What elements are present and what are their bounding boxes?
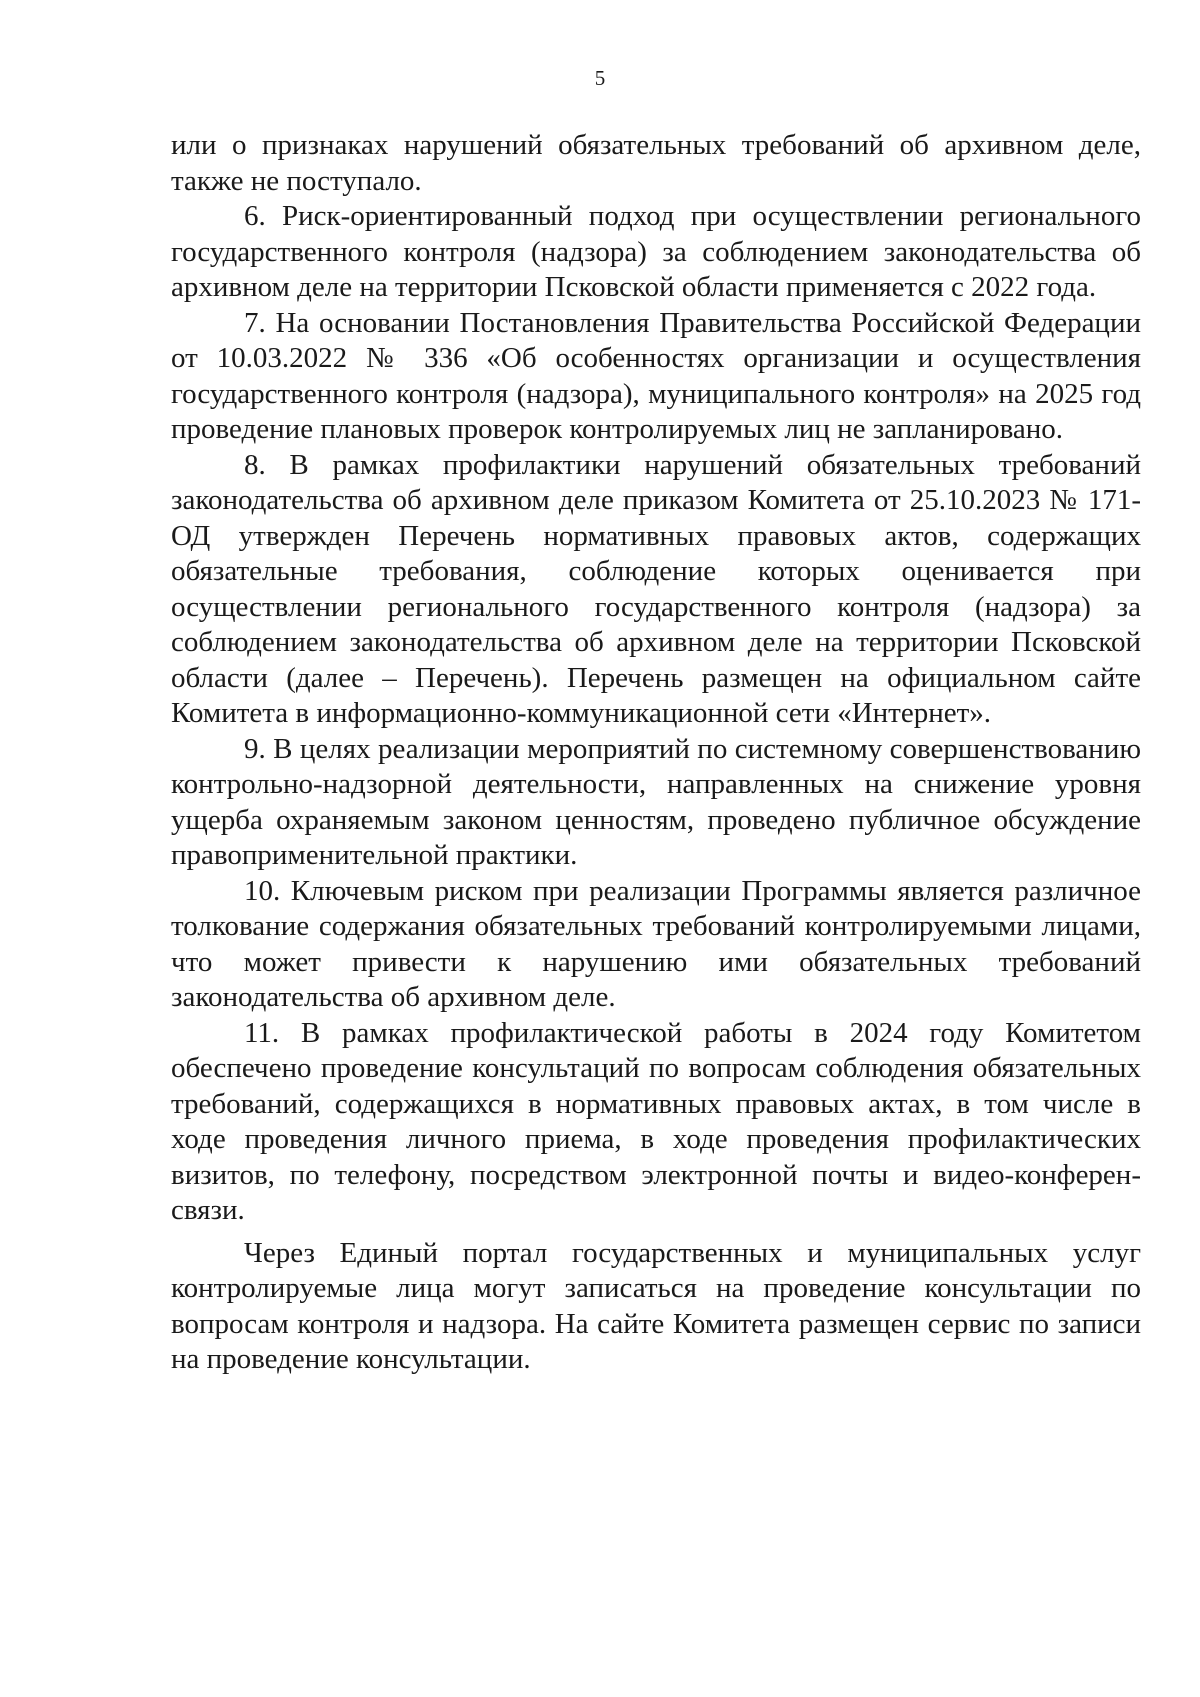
paragraph-11: 11. В рамках профилактической работы в 2024 году Комитетом обеспечено проведение консультаций по вопросам соблюдения обязательных требований, содержащихся в нормативных правовых актах, в том числе в ходе проведения личного приема, в ходе проведения профилактических визитов, по телефону, посредством электронной почты и видео-конферен-связи.: [171, 1016, 1141, 1226]
paragraph-6: 6. Риск-ориентированный подход при осуществлении регионального государственного контроля (надзора) за соблюдением законодательства об архивном деле на территории Псковской области применяется с 2022 года.: [171, 200, 1141, 303]
page-number: 5: [594, 66, 606, 90]
document-body: [171, 128, 1141, 1378]
paragraph-8: 8. В рамках профилактики нарушений обязательных требований законодательства об архивном деле приказом Комитета от 25.10.2023 № 171-ОД утвержден Перечень нормативных правовых актов, содержащих обязательные требования, соблюдение которых оценивается при осуществлении регионального государственного контроля (надзора) за соблюдением законодательства об архивном деле на территории Псковской области (далее – Перечень). Перечень размещен на официальном сайте Комитета в информационно-коммуникационной сети «Интернет».: [171, 448, 1141, 729]
paragraph-consultation-portal: Через Единый портал государственных и муниципальных услуг контролируемые лица могут записаться на проведение консультации по вопросам контроля и надзора. На сайте Комитета размещен сервис по записи на проведение консультации.: [171, 1236, 1141, 1375]
paragraph-9: 9. В целях реализации мероприятий по системному совершенствованию контрольно-надзорной деятельности, направленных на снижение уровня ущерба охраняемым законом ценностям, проведено публичное обсуждение правоприменительной практики.: [171, 732, 1141, 871]
paragraph-10: 10. Ключевым риском при реализации Программы является различное толкование содержания обязательных требований контролируемыми лицами, что может привести к нарушению ими обязательных требований законодательства об архивном деле.: [171, 874, 1141, 1013]
paragraph-7: 7. На основании Постановления Правительства Российской Федерации от 10.03.2022 № 336 «Об особенностях организации и осуществления государственного контроля (надзора), муниципального контроля» на 2025 год проведение плановых проверок контролируемых лиц не запланировано.: [171, 306, 1141, 445]
paragraph-continuation: или о признаках нарушений обязательных требований об архивном деле, также не поступало.: [171, 129, 1141, 197]
